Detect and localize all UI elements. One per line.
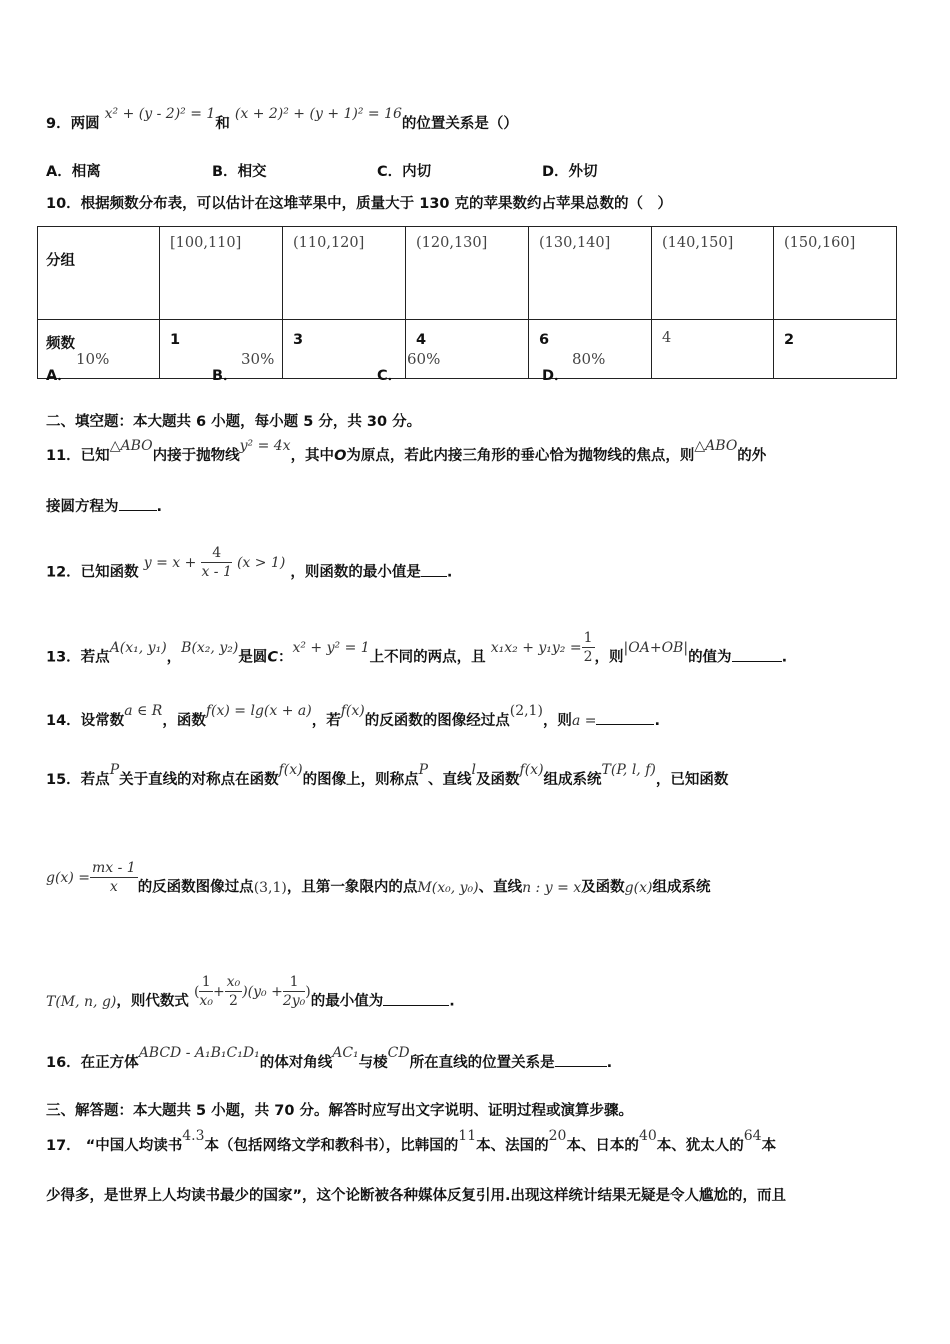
- q11-stem: 11．已知△ABO内接于抛物线y² = 4x，其中O为原点，若此内接三角形的垂心恰为抛物线的焦点，则△ABO的外: [46, 438, 767, 464]
- table-cell: 3: [283, 320, 406, 379]
- q15-point-m: M(x₀, y₀): [417, 879, 479, 896]
- q9-stem: 9．两圆 x² + (y - 2)² = 1和 (x + 2)² + (y + 1)² = 16的位置关系是（）: [46, 106, 518, 132]
- q17-stem: 17． “中国人均读书4.3本（包括网络文学和教科书），比韩国的11本、法国的20本、日本的40本、犹太人的64本: [46, 1128, 777, 1154]
- q13-condition: x₁x₂ + y₁y₂ =: [490, 639, 582, 656]
- table-cell: (130,140]: [529, 227, 652, 320]
- q15-stem: 15．若点P关于直线的对称点在函数f(x)的图像上，则称点P、直线l及函数f(x)组成系统T(P, l, f)，已知函数: [46, 762, 729, 788]
- q12-fraction: $\frac{4}{x - 1}$: [201, 545, 232, 580]
- table-cell: 6: [529, 320, 652, 379]
- table-header-frequency: 频数: [38, 320, 160, 379]
- q14-point: (2,1): [509, 703, 543, 719]
- table-cell: 1: [160, 320, 283, 379]
- q15-g-function: g(x) =: [46, 869, 90, 886]
- q16-cube: ABCD - A₁B₁C₁D₁: [138, 1045, 260, 1061]
- q9-option-a: A．相离: [46, 164, 101, 180]
- q10-option-c-value: 60%: [407, 350, 441, 368]
- table-cell: (110,120]: [283, 227, 406, 320]
- section-solution-heading: 三、解答题：本大题共 5 小题，共 70 分。解答时应写出文字说明、证明过程或演算步骤。: [46, 1103, 633, 1119]
- q10-stem: 10．根据频数分布表，可以估计在这堆苹果中，质量大于 130 克的苹果数约占苹果总数的（ ）: [46, 196, 673, 212]
- table-cell: (120,130]: [406, 227, 529, 320]
- q15-system-t: T(P, l, f): [601, 762, 656, 778]
- q13-vector-abs: |OA+OB|: [623, 639, 689, 656]
- q14-a-in-r: a ∈ R: [124, 703, 163, 719]
- q10-option-a-value: 10%: [76, 350, 110, 368]
- q13-fraction: $\frac{1}{2}$: [583, 630, 593, 665]
- q9-number: 9．: [46, 116, 71, 132]
- table-cell: 4: [652, 320, 774, 379]
- q10-option-a: A．: [46, 368, 72, 384]
- table-cell: 4: [406, 320, 529, 379]
- q13-stem: 13．若点A(x₁, y₁)，B(x₂, y₂)是圆C：x² + y² = 1上不同的两点，且 x₁x₂ + y₁y₂ = $\frac{1}{2}$ ，则|OA+OB|的值为 .: [46, 630, 788, 666]
- table-cell: [100,110]: [160, 227, 283, 320]
- q9-circle2: (x + 2)² + (y + 1)² = 16: [234, 106, 402, 122]
- q11-triangle: △ABO: [109, 438, 153, 454]
- q13-point-a: A(x₁, y₁): [109, 639, 167, 656]
- q10-option-d-value: 80%: [572, 350, 606, 368]
- q15-g-fraction: $\frac{mx - 1}{x}$: [91, 860, 136, 895]
- q12-function-left: y = x +: [143, 554, 197, 571]
- q15-stem-line2: g(x) = $\frac{mx - 1}{x}$ 的反函数图像过点(3,1)，且第一象限内的点M(x₀, y₀)、直线n : y = x及函数g(x)组成系统: [46, 860, 711, 896]
- q11-stem-line2: 接圆方程为 .: [46, 496, 162, 517]
- table-header-group: 分组: [38, 227, 160, 320]
- q15-system-t2: T(M, n, g): [46, 993, 117, 1010]
- q15-line-n: n : y = x: [522, 879, 582, 896]
- q12-answer-blank: [421, 562, 447, 577]
- q9-option-c: C．内切: [377, 164, 432, 180]
- table-cell: (150,160]: [774, 227, 897, 320]
- q9-option-b: B．相交: [212, 164, 267, 180]
- q10-option-c: C．: [377, 368, 403, 384]
- q16-edge: CD: [387, 1045, 410, 1061]
- section-fill-in-heading: 二、填空题：本大题共 6 小题，每小题 5 分，共 30 分。: [46, 414, 422, 430]
- q10-option-d: D．: [542, 368, 569, 384]
- q9-circle1: x² + (y - 2)² = 1: [104, 106, 216, 122]
- q16-stem: 16．在正方体ABCD - A₁B₁C₁D₁的体对角线AC₁与棱CD所在直线的位置关系是 .: [46, 1045, 613, 1071]
- q11-parabola: y² = 4x: [239, 438, 291, 454]
- table-row: [38, 320, 897, 379]
- q14-function: f(x) = lg(x + a): [205, 703, 312, 719]
- q11-triangle-2: △ABO: [694, 438, 738, 454]
- q15-expression: ( $\frac{1}{\text{x₀}}$ + $\frac{\text{x₀}}{2}$ )(y₀ + $\frac{1}{\text{2y₀}}$ ): [193, 974, 311, 1009]
- q13-point-b: B(x₂, y₂): [181, 639, 239, 656]
- q10-option-b: B．: [212, 368, 238, 384]
- q15-answer-blank: [383, 991, 449, 1006]
- q11-answer-blank: [119, 496, 157, 511]
- q9-option-d: D．外切: [542, 164, 598, 180]
- q17-stem-line2: 少得多，是世界上人均读书最少的国家”，这个论断被各种媒体反复引用.出现这样统计结果无疑是令人尴尬的，而且: [46, 1188, 787, 1204]
- table-cell: 2: [774, 320, 897, 379]
- q13-circle: x² + y² = 1: [292, 639, 370, 656]
- q16-answer-blank: [555, 1052, 607, 1067]
- table-cell: (140,150]: [652, 227, 774, 320]
- table-row: [38, 227, 897, 320]
- q12-stem: 12．已知函数 y = x + $\frac{4}{x - 1}$ (x > 1) ，则函数的最小值是 .: [46, 545, 453, 581]
- q10-option-b-value: 30%: [241, 350, 275, 368]
- q16-diagonal: AC₁: [332, 1045, 359, 1061]
- frequency-table: [37, 226, 897, 379]
- q13-answer-blank: [732, 647, 782, 662]
- q14-stem: 14．设常数a ∈ R，函数f(x) = lg(x + a)，若f(x)的反函数的图像经过点(2,1)，则a = .: [46, 703, 660, 729]
- q14-answer-blank: [596, 710, 654, 725]
- q15-stem-line3: T(M, n, g)，则代数式 ( $\frac{1}{\text{x₀}}$ + $\frac{\text{x₀}}{2}$ )(y₀ + $\frac{1}{\text{2y₀}}$ )的最小值为 .: [46, 974, 455, 1010]
